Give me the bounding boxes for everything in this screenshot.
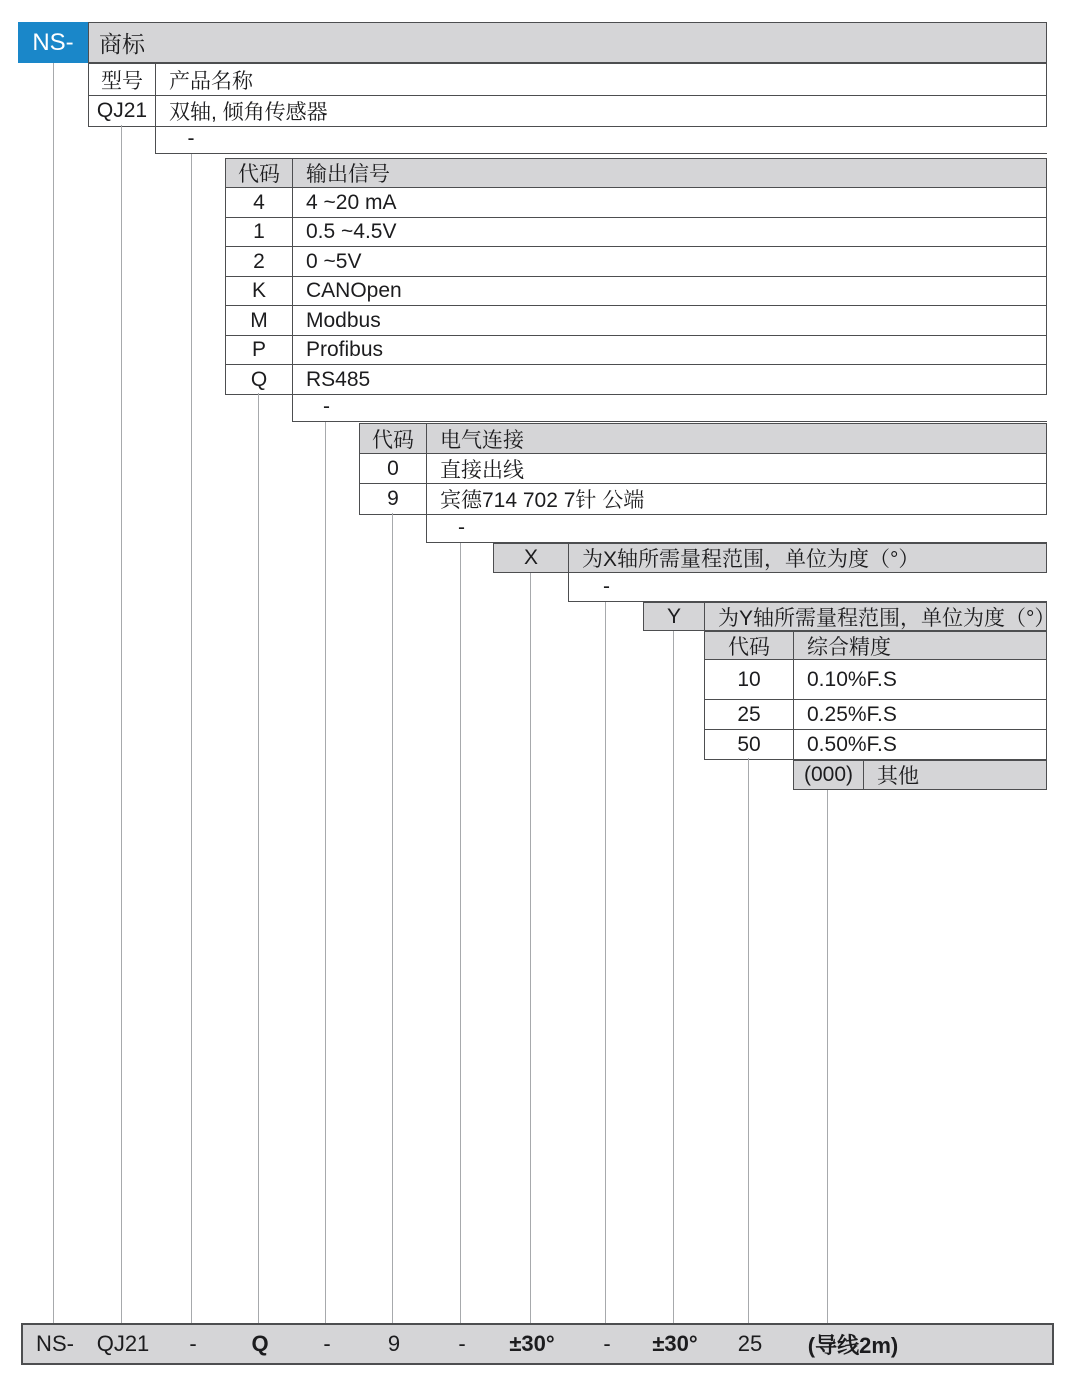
value-cell: Profibus bbox=[306, 338, 384, 361]
example-dash: - bbox=[189, 1331, 197, 1356]
example-electrical-code: 9 bbox=[387, 1331, 401, 1356]
x-axis-range-row bbox=[493, 543, 1047, 573]
model-code-cell: QJ21 bbox=[89, 96, 156, 126]
table-row bbox=[226, 217, 1046, 246]
table-row bbox=[705, 699, 1046, 729]
value-cell: CANOpen bbox=[306, 279, 402, 302]
code-cell: 2 bbox=[226, 247, 293, 276]
accuracy-header-row bbox=[705, 632, 1046, 659]
value-cell: 直接出线 bbox=[440, 458, 524, 482]
code-cell: 50 bbox=[705, 730, 794, 759]
code-cell: Q bbox=[226, 365, 293, 394]
code-cell: 9 bbox=[360, 484, 427, 514]
example-cable-note: (导线2m) bbox=[807, 1332, 899, 1358]
table-row bbox=[794, 761, 1046, 789]
table-row bbox=[226, 187, 1046, 217]
connector-line-sep2 bbox=[325, 422, 326, 1323]
product-name-cell: 双轴, 倾角传感器 bbox=[169, 101, 328, 124]
connector-line-x-range bbox=[530, 573, 531, 1323]
connector-line-brand bbox=[53, 63, 54, 1323]
table-row bbox=[226, 246, 1046, 276]
table-row bbox=[226, 364, 1046, 394]
model-header-cell: 型号 bbox=[89, 64, 156, 95]
output-signal-table bbox=[225, 158, 1047, 395]
connector-line-sep1 bbox=[191, 154, 192, 1323]
code-header-cell: 代码 bbox=[360, 424, 427, 453]
x-axis-row bbox=[494, 544, 1046, 572]
separator-dash: - bbox=[458, 515, 465, 539]
code-header-cell: 代码 bbox=[226, 159, 293, 187]
example-dash: - bbox=[323, 1331, 331, 1356]
code-cell: M bbox=[226, 306, 293, 335]
separator-row-4 bbox=[568, 573, 1047, 602]
code-cell: 4 bbox=[226, 188, 293, 217]
table-row bbox=[226, 276, 1046, 305]
electrical-header-row bbox=[360, 424, 1046, 453]
example-order-code-row bbox=[21, 1323, 1054, 1365]
example-brand: NS- bbox=[36, 1331, 74, 1356]
product-name-header-cell: 产品名称 bbox=[169, 69, 253, 93]
model-table-row bbox=[89, 95, 1046, 126]
connector-line-other bbox=[827, 790, 828, 1323]
other-code-cell: (000) bbox=[794, 761, 864, 789]
output-signal-header-row bbox=[226, 159, 1046, 187]
other-value-cell: 其他 bbox=[877, 765, 919, 788]
connector-line-sep3 bbox=[460, 543, 461, 1323]
table-row bbox=[705, 729, 1046, 759]
separator-dash: - bbox=[187, 127, 195, 150]
y-description-cell: 为Y轴所需量程范围，单位为度（°） bbox=[718, 606, 1056, 630]
y-code-cell: Y bbox=[644, 603, 705, 630]
example-dash: - bbox=[458, 1331, 466, 1356]
example-accuracy-code: 25 bbox=[737, 1331, 763, 1356]
code-cell: P bbox=[226, 336, 293, 364]
connector-line-electrical bbox=[392, 513, 393, 1323]
table-row bbox=[360, 483, 1046, 514]
x-code-cell: X bbox=[494, 544, 569, 572]
table-row bbox=[226, 305, 1046, 335]
code-header-cell: 代码 bbox=[705, 632, 794, 659]
code-cell: 10 bbox=[705, 660, 794, 699]
table-row bbox=[705, 659, 1046, 699]
model-table bbox=[88, 63, 1047, 127]
connector-line-sep4 bbox=[605, 602, 606, 1323]
code-cell: 1 bbox=[226, 218, 293, 246]
value-cell: RS485 bbox=[306, 367, 371, 391]
example-output-code: Q bbox=[251, 1331, 269, 1356]
accuracy-table bbox=[704, 631, 1047, 760]
table-row bbox=[226, 335, 1046, 364]
example-dash: - bbox=[603, 1331, 611, 1356]
connector-line-output-signal bbox=[258, 393, 259, 1323]
model-table-header-row bbox=[89, 64, 1046, 95]
code-cell: K bbox=[226, 277, 293, 305]
value-cell: 宾德714 702 7针 公端 bbox=[440, 489, 645, 512]
trademark-label: 商标 bbox=[99, 31, 145, 57]
example-x-range: ±30° bbox=[509, 1331, 555, 1356]
value-cell: 0 ~5V bbox=[306, 249, 362, 273]
value-cell: Modbus bbox=[306, 308, 381, 332]
separator-row-3 bbox=[426, 513, 1047, 543]
x-description-cell: 为X轴所需量程范围，单位为度（°） bbox=[582, 548, 920, 571]
example-model: QJ21 bbox=[96, 1331, 150, 1356]
connector-line-accuracy bbox=[748, 758, 749, 1323]
separator-dash: - bbox=[603, 575, 610, 598]
output-signal-header-cell: 输出信号 bbox=[306, 163, 390, 186]
value-cell: 0.50%F.S bbox=[807, 732, 897, 756]
y-axis-range-row bbox=[643, 602, 1056, 631]
connector-line-model bbox=[121, 125, 122, 1323]
separator-row-1 bbox=[155, 125, 1047, 154]
accuracy-other-row bbox=[793, 760, 1047, 790]
table-row bbox=[360, 453, 1046, 483]
code-cell: 25 bbox=[705, 700, 794, 729]
brand-prefix-label: NS- bbox=[32, 28, 74, 56]
accuracy-header-cell: 综合精度 bbox=[807, 635, 891, 659]
separator-dash: - bbox=[323, 395, 330, 418]
separator-row-2 bbox=[292, 393, 1047, 422]
example-y-range: ±30° bbox=[652, 1331, 698, 1356]
electrical-connection-table bbox=[359, 423, 1047, 515]
connector-line-y-range bbox=[673, 631, 674, 1323]
value-cell: 0.25%F.S bbox=[807, 702, 897, 726]
electrical-header-cell: 电气连接 bbox=[440, 428, 524, 452]
brand-prefix-box bbox=[18, 22, 88, 63]
value-cell: 0.5 ~4.5V bbox=[306, 220, 397, 243]
code-cell: 0 bbox=[360, 454, 427, 483]
trademark-row bbox=[88, 22, 1047, 63]
y-axis-row bbox=[644, 603, 1056, 630]
value-cell: 4 ~20 mA bbox=[306, 190, 397, 214]
value-cell: 0.10%F.S bbox=[807, 667, 897, 691]
